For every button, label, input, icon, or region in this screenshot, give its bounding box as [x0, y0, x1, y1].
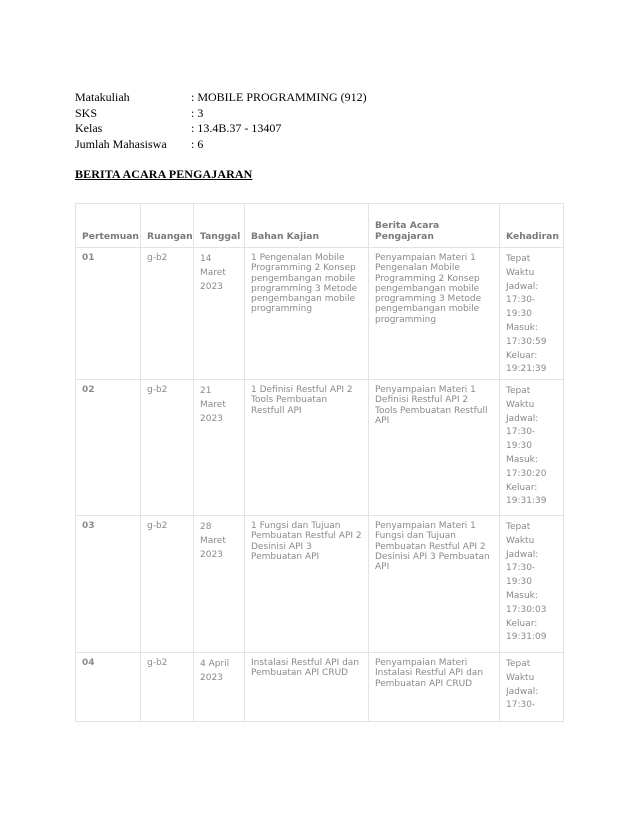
cell-berita-acara: Penyampaian Materi 1 Definisi Restful API 2 Tools Pembuatan Restfull API	[369, 380, 500, 516]
header-berita-acara: Berita Acara Pengajaran	[369, 204, 500, 248]
cell-berita-acara: Penyampaian Materi 1 Pengenalan Mobile Programming 2 Konsep pengembangan mobile programming 3 Metode pengembangan mobile programming	[369, 248, 500, 380]
cell-bahan-kajian: Instalasi Restful API dan Pembuatan API CRUD	[245, 653, 369, 722]
table-row	[76, 653, 564, 722]
info-value: : 3	[191, 105, 204, 120]
cell-tanggal: 14 Maret 2023	[194, 248, 245, 380]
cell-ruangan: g-b2	[141, 380, 194, 516]
table-row	[76, 248, 564, 380]
header-kehadiran: Kehadiran	[500, 204, 564, 248]
header-tanggal: Tanggal	[194, 204, 245, 248]
course-info	[75, 90, 367, 152]
header-ruangan: Ruangan	[141, 204, 194, 248]
header-pertemuan: Pertemuan	[76, 204, 141, 248]
cell-ruangan: g-b2	[141, 248, 194, 380]
info-label: SKS	[75, 105, 98, 120]
info-label: Matakuliah	[75, 90, 130, 104]
table-row	[76, 380, 564, 516]
info-row-kelas	[75, 121, 367, 137]
cell-bahan-kajian: 1 Definisi Restful API 2 Tools Pembuatan Restfull API	[245, 380, 369, 516]
cell-tanggal: 4 April 2023	[194, 653, 245, 722]
info-row-sks	[75, 106, 367, 122]
section-heading: BERITA ACARA PENGAJARAN	[75, 167, 253, 181]
info-value: : 13.4B.37 - 13407	[191, 121, 282, 135]
info-label: Kelas	[75, 121, 103, 135]
teaching-record-table	[75, 203, 564, 722]
cell-berita-acara: Penyampaian Materi Instalasi Restful API dan Pembuatan API CRUD	[369, 653, 500, 722]
cell-kehadiran: Tepat Waktu Jadwal: 17:30-19:30 Masuk: 17:30:59 Keluar: 19:21:39	[500, 248, 564, 380]
cell-bahan-kajian: 1 Fungsi dan Tujuan Pembuatan Restful API 2 Desinisi API 3 Pembuatan API	[245, 516, 369, 653]
info-value: : MOBILE PROGRAMMING (912)	[191, 90, 367, 104]
info-label: Jumlah Mahasiswa	[75, 136, 167, 151]
table-header-row	[76, 204, 564, 248]
cell-tanggal: 21 Maret 2023	[194, 380, 245, 516]
info-row-jumlah-mahasiswa	[75, 137, 367, 153]
cell-pertemuan: 04	[76, 653, 141, 722]
cell-ruangan: g-b2	[141, 516, 194, 653]
cell-kehadiran: Tepat Waktu Jadwal: 17:30-19:30 Masuk: 17:30:20 Keluar: 19:31:39	[500, 380, 564, 516]
cell-kehadiran: Tepat Waktu Jadwal: 17:30-19:30 Masuk: 17:30:03 Keluar: 19:31:09	[500, 516, 564, 653]
info-row-matakuliah	[75, 90, 367, 106]
cell-ruangan: g-b2	[141, 653, 194, 722]
cell-pertemuan: 02	[76, 380, 141, 516]
cell-bahan-kajian: 1 Pengenalan Mobile Programming 2 Konsep pengembangan mobile programming 3 Metode pengembangan mobile programming	[245, 248, 369, 380]
cell-pertemuan: 03	[76, 516, 141, 653]
cell-berita-acara: Penyampaian Materi 1 Fungsi dan Tujuan Pembuatan Restful API 2 Desinisi API 3 Pembuatan API	[369, 516, 500, 653]
cell-tanggal: 28 Maret 2023	[194, 516, 245, 653]
info-value: : 6	[191, 136, 204, 151]
header-bahan-kajian: Bahan Kajian	[245, 204, 369, 248]
kehadiran-text: Tepat Waktu Jadwal: 17:30-	[506, 659, 539, 711]
cell-pertemuan: 01	[76, 248, 141, 380]
table-row	[76, 516, 564, 653]
cell-kehadiran	[500, 653, 564, 722]
